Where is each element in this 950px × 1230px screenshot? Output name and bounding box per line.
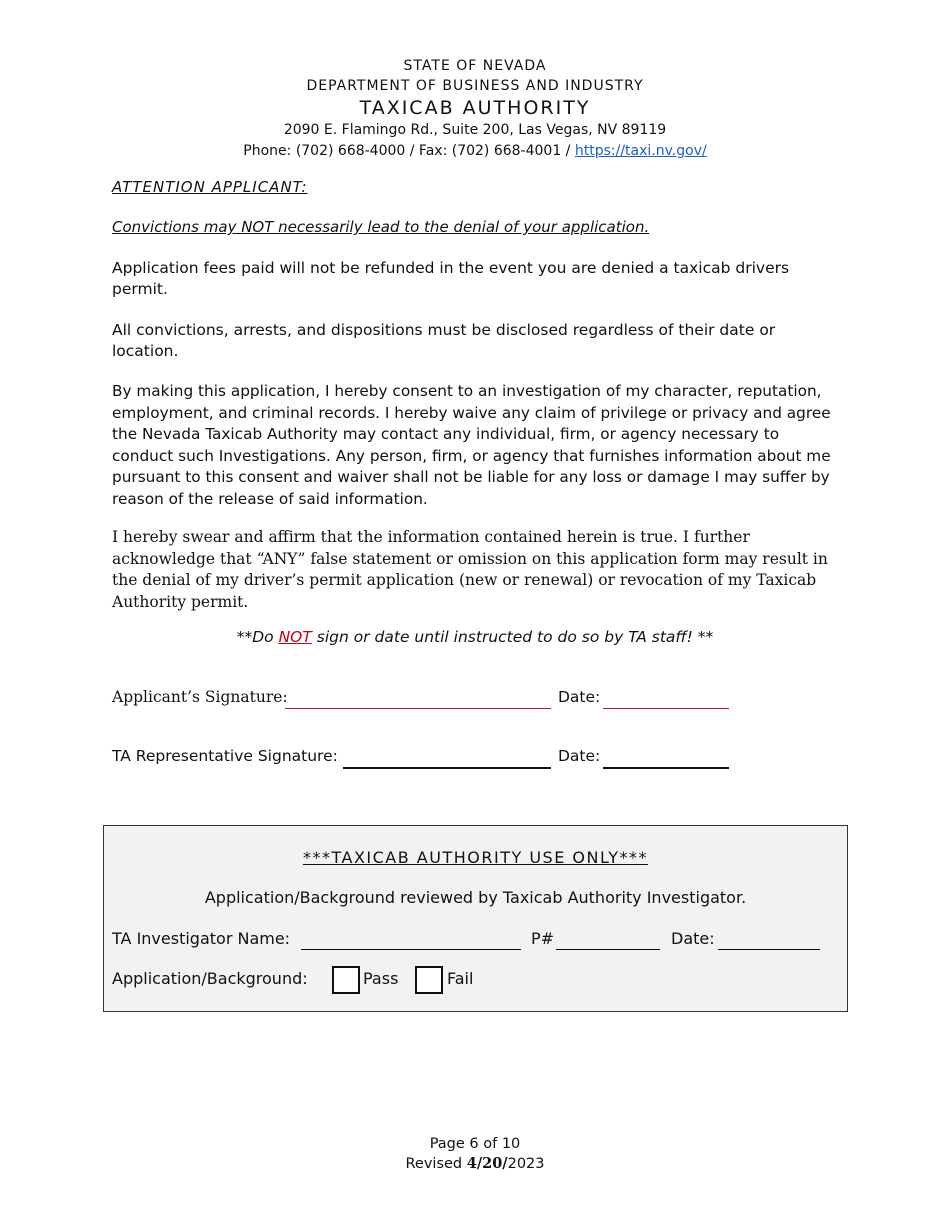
page-number: Page 6 of 10	[429, 1136, 521, 1152]
agency-name: TAXICAB AUTHORITY	[359, 97, 591, 119]
ta-rep-signature-label: TA Representative Signature:	[112, 747, 338, 765]
department-name: DEPARTMENT OF BUSINESS AND INDUSTRY	[306, 78, 644, 94]
convictions-paragraph: All convictions, arrests, and dispositions must be disclosed regardless of their date or location.	[112, 321, 776, 360]
affirmation-paragraph: I hereby swear and affirm that the information contained herein is true. I further acknowledge that “ANY” false statement or omission on this application form may result in the denial of my driver’s permit application (new or renewal) or revocation of my Taxicab Authority permit.	[112, 528, 828, 611]
office-use-title: ***TAXICAB AUTHORITY USE ONLY***	[302, 848, 649, 867]
pass-checkbox[interactable]	[332, 966, 360, 994]
investigator-date-label: Date:	[671, 929, 715, 948]
pass-label: Pass	[363, 969, 399, 988]
investigator-date-field[interactable]	[718, 949, 820, 950]
instruction-suffix: sign or date until instructed to do so by TA staff! **	[311, 628, 714, 646]
revised-year: 2023	[507, 1156, 545, 1172]
consent-paragraph: By making this application, I hereby consent to an investigation of my character, reputation, employment, and criminal records. I hereby waive any claim of privilege or privacy and agree the Nevada Taxicab Authority may contact any individual, firm, or agency necessary to conduct such Investigations. Any person, firm, or agency that furnishes information about me pursuant to this consent and waiver shall not be liable for any loss or damage I may suffer by reason of the release of said information.	[112, 382, 831, 508]
page-footer	[0, 1134, 950, 1174]
agency-address: 2090 E. Flamingo Rd., Suite 200, Las Vegas, NV 89119	[283, 122, 667, 138]
instruction-prefix: **Do	[236, 628, 279, 646]
office-use-box	[103, 825, 848, 1012]
fail-checkbox[interactable]	[415, 966, 443, 994]
revised-prefix: Revised	[405, 1156, 467, 1172]
applicant-signature-field[interactable]	[285, 708, 551, 709]
applicant-signature-label: Applicant’s Signature:	[112, 688, 288, 706]
investigator-name-field[interactable]	[301, 949, 521, 950]
p-number-field[interactable]	[556, 949, 660, 950]
state-name: STATE OF NEVADA	[403, 58, 547, 74]
applicant-date-field[interactable]	[603, 708, 729, 709]
letterhead	[0, 56, 950, 162]
revised-bold: 4/20/	[466, 1155, 508, 1172]
p-number-label: P#	[531, 929, 555, 948]
website-link[interactable]: https://taxi.nv.gov/	[574, 143, 707, 159]
contact-line	[0, 141, 950, 162]
applicant-date-label: Date:	[558, 688, 601, 706]
instruction-emphasis: NOT	[278, 628, 312, 646]
ta-rep-signature-field[interactable]	[343, 767, 551, 769]
review-note: Application/Background reviewed by Taxicab Authority Investigator.	[204, 888, 747, 907]
revision-date	[0, 1154, 950, 1174]
investigator-name-label: TA Investigator Name:	[112, 929, 291, 948]
convictions-note: Convictions may NOT necessarily lead to the denial of your application.	[112, 218, 650, 236]
ta-rep-date-field[interactable]	[603, 767, 729, 769]
ta-rep-date-label: Date:	[558, 747, 601, 765]
fail-label: Fail	[447, 969, 474, 988]
phone-fax: Phone: (702) 668-4000 / Fax: (702) 668-4001 /	[243, 143, 571, 159]
signing-instruction	[0, 628, 950, 646]
attention-heading: ATTENTION APPLICANT:	[112, 178, 308, 196]
background-label: Application/Background:	[112, 969, 308, 988]
fees-paragraph: Application fees paid will not be refunded in the event you are denied a taxicab drivers permit.	[112, 259, 790, 298]
